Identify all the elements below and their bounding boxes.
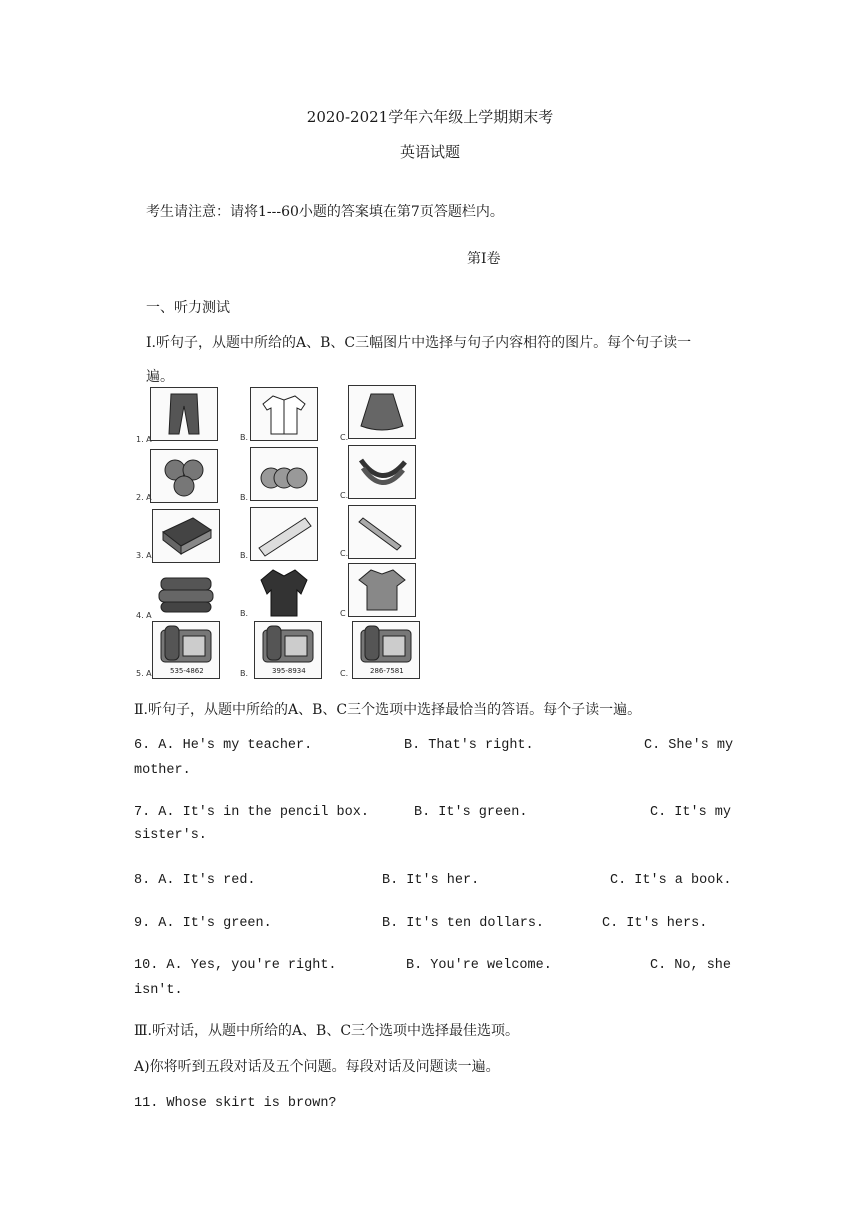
- part1-instruction-cont: 遍。: [146, 369, 174, 385]
- pen-icon: [348, 505, 416, 559]
- label-2c: C.: [340, 491, 349, 500]
- q10-option-b: B. You're welcome.: [406, 958, 552, 973]
- label-4b: B.: [240, 609, 249, 618]
- sweater-icon: [152, 565, 220, 619]
- label-3c: C.: [340, 549, 349, 558]
- q7-option-a: 7. A. It's in the pencil box.: [134, 805, 369, 820]
- q10-option-a: 10. A. Yes, you're right.: [134, 958, 337, 973]
- page-title: 2020-2021学年六年级上学期期末考: [306, 108, 554, 126]
- q8-option-a: 8. A. It's red.: [134, 873, 256, 888]
- q7-option-b: B. It's green.: [414, 805, 528, 820]
- q9-option-c: C. It's hers.: [602, 916, 708, 931]
- label-5a: 5. A: [136, 669, 152, 678]
- q6-option-b: B. That's right.: [404, 738, 534, 753]
- volume-heading: 第Ⅰ卷: [467, 251, 501, 267]
- part3-instruction: Ⅲ.听对话，从题中所给的A、B、C三个选项中选择最佳选项。: [134, 1023, 520, 1039]
- part2-instruction: Ⅱ.听句子，从题中所给的A、B、C三个选项中选择最恰当的答语。每个子读一遍。: [134, 702, 642, 718]
- label-1c: C.: [340, 433, 349, 442]
- part3-sub-instruction: A)你将听到五段对话及五个问题。每段对话及问题读一遍。: [134, 1059, 500, 1075]
- q6-option-a: 6. A. He's my teacher.: [134, 738, 313, 753]
- t-shirt-icon: [348, 563, 416, 617]
- shirt-icon: [250, 387, 318, 441]
- q6-option-c-cont: mother.: [134, 763, 191, 778]
- apples-icon: [250, 447, 318, 501]
- label-3b: B.: [240, 551, 249, 560]
- label-3a: 3. A: [136, 551, 152, 560]
- phone-number-c: 286-7581: [370, 667, 404, 675]
- part1-instruction: I.听句子，从题中所给的A、B、C三幅图片中选择与句子内容相符的图片。每个句子读一: [146, 335, 692, 351]
- q7-option-c-cont: sister's.: [134, 828, 207, 843]
- q6-option-c: C. She's my: [644, 738, 734, 753]
- label-4c: C: [340, 609, 346, 618]
- notice-text: 考生请注意：请将1---60小题的答案填在第7页答题栏内。: [146, 204, 504, 220]
- oranges-icon: [150, 449, 218, 503]
- section-heading: 一、听力测试: [146, 300, 230, 316]
- q9-option-a: 9. A. It's green.: [134, 916, 272, 931]
- q8-option-b: B. It's her.: [382, 873, 480, 888]
- q10-option-c: C. No, she: [650, 958, 732, 973]
- skirt-icon: [348, 385, 416, 439]
- q11-question: 11. Whose skirt is brown?: [134, 1096, 337, 1111]
- bananas-icon: [348, 445, 416, 499]
- phone-number-b: 395-8934: [272, 667, 306, 675]
- picture-grid: [136, 385, 436, 685]
- q10-option-c-cont: isn't.: [134, 983, 183, 998]
- q9-option-b: B. It's ten dollars.: [382, 916, 545, 931]
- page-subtitle: 英语试题: [399, 143, 460, 161]
- jacket-icon: [250, 565, 318, 619]
- label-5c: C.: [340, 669, 349, 678]
- ruler-icon: [250, 507, 318, 561]
- label-2b: B.: [240, 493, 249, 502]
- label-2a: 2. A: [136, 493, 152, 502]
- label-4a: 4. A: [136, 611, 152, 620]
- label-5b: B.: [240, 669, 249, 678]
- trousers-icon: [150, 387, 218, 441]
- phone-number-a: 535-4862: [170, 667, 204, 675]
- label-1b: B.: [240, 433, 249, 442]
- label-1a: 1. A: [136, 435, 152, 444]
- q7-option-c: C. It's my: [650, 805, 732, 820]
- q8-option-c: C. It's a book.: [610, 873, 732, 888]
- book-icon: [152, 509, 220, 563]
